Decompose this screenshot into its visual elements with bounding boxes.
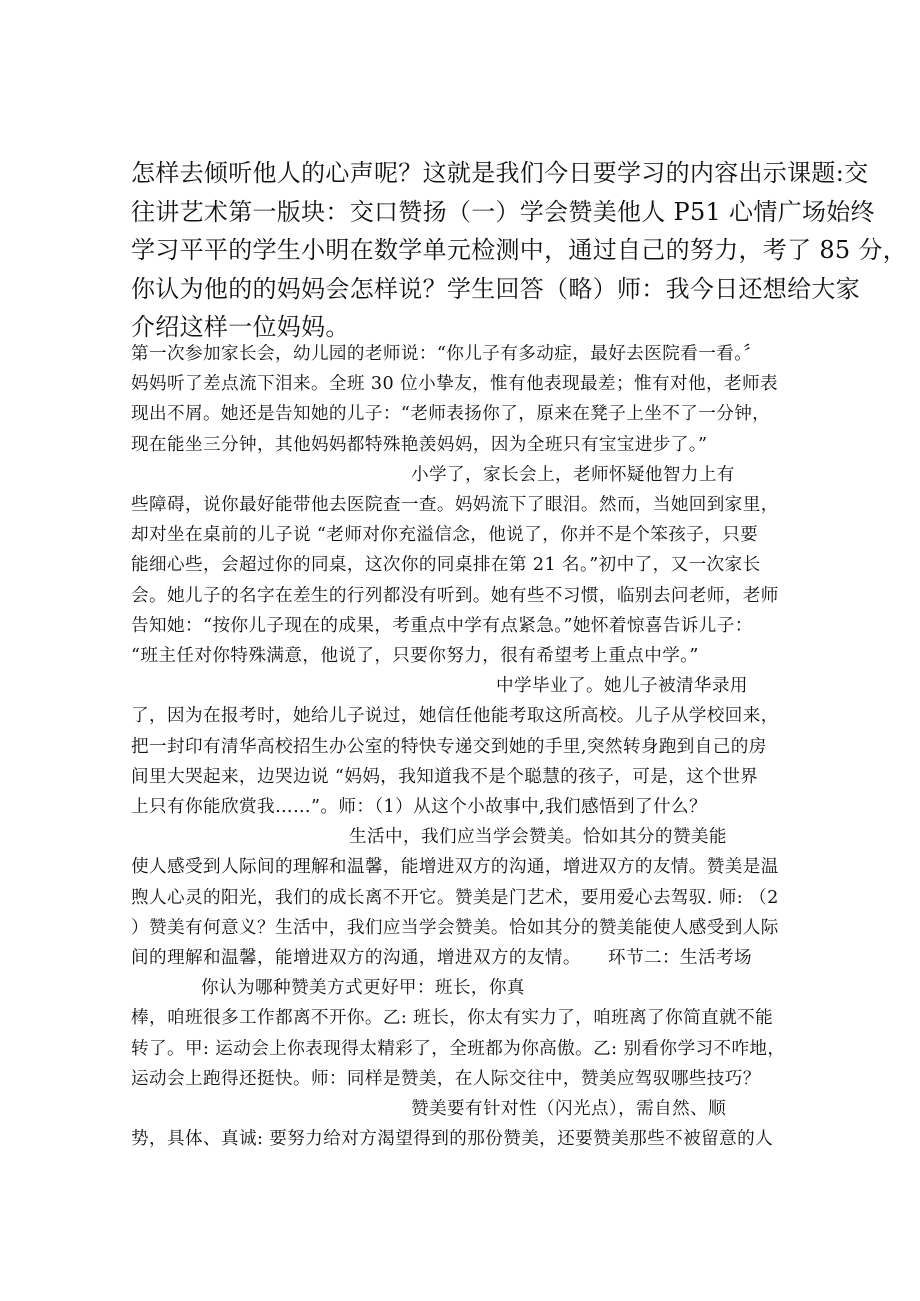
body-line: 势，具体、真诚: 要努力给对方渴望得到的那份赞美，还要赞美那些不被留意的人 (131, 1129, 774, 1150)
body-line: 中学毕业了。她儿子被清华录用 (496, 676, 748, 697)
intro-paragraph (131, 154, 907, 347)
body-line: 煦人心灵的阳光，我们的成长离不开它。赞美是门艺术，要用爱心去驾驭. 师: （2 (131, 887, 779, 908)
body-line: 把一封印有清华高校招生办公室的特快专递交到她的手里,突然转身跑到自己的房 (131, 736, 767, 757)
body-line: “班主任对你特殊满意，他说了，只要你努力，很有希望考上重点中学。” (131, 646, 699, 667)
body-line: 生活中，我们应当学会赞美。恰如其分的赞美能 (349, 827, 727, 848)
story-body (131, 339, 803, 1154)
body-line: 使人感受到人际间的理解和温馨，能增进双方的沟通，增进双方的友情。赞美是温 (131, 857, 779, 878)
body-line: 小学了，家长会上，老师怀疑他智力上有 (411, 464, 735, 485)
body-line: 间的理解和温馨，能增进双方的沟通，增进双方的友情。 环节二：生活考场 (131, 948, 752, 969)
body-line: 会。她儿子的名字在差生的行列都没有听到。她有些不习惯，临别去问老师，老师 (131, 585, 779, 606)
body-line: 却对坐在桌前的儿子说 “老师对你充溢信念，他说了，你并不是个笨孩子，只要 (131, 525, 759, 546)
body-line: 些障碍，说你最好能带他去医院查一查。妈妈流下了眼泪。然而，当她回到家里， (131, 495, 779, 516)
intro-line: 怎样去倾听他人的心声呢？这就是我们今日要学习的内容出示课题:交 (131, 159, 869, 187)
body-line: 能细心些，会超过你的同桌，这次你的同桌排在第 21 名。”初中了，又一次家长 (131, 555, 761, 576)
body-line: 赞美要有针对性（闪光点），需自然、顺 (411, 1099, 727, 1120)
body-line: 上只有你能欣赏我……”。师：（1）从这个小故事中,我们感悟到了什么？ (131, 797, 707, 818)
body-line: 了，因为在报考时，她给儿子说过，她信任他能考取这所高校。儿子从学校回来， (131, 706, 779, 727)
body-line: 现出不屑。她还是告知她的儿子：“老师表扬你了，原来在凳子上坐不了一分钟， (131, 404, 771, 425)
body-line: ）赞美有何意义？生活中，我们应当学会赞美。恰如其分的赞美能使人感受到人际 (131, 917, 779, 938)
intro-line: 你认为他的的妈妈会怎样说？学生回答（略）师：我今日还想给大家 (131, 274, 860, 303)
body-line: 棒，咱班很多工作都离不开你。乙: 班长，你太有实力了，咱班离了你简直就不能 (131, 1008, 774, 1029)
body-line: 转了。甲: 运动会上你表现得太精彩了，全班都为你高傲。乙: 别看你学习不咋地， (131, 1038, 786, 1059)
body-line: 你认为哪种赞美方式更好甲：班长，你真 (201, 978, 525, 999)
intro-line: 往讲艺术第一版块：交口赞扬（一）学会赞美他人 P51 心情广场始终 (131, 197, 875, 226)
body-line: 运动会上跑得还挺快。师：同样是赞美，在人际交往中，赞美应驾驭哪些技巧？ (131, 1068, 761, 1089)
intro-line: 学习平平的学生小明在数学单元检测中，通过自己的努力，考了 85 分， (131, 236, 907, 264)
body-line: 妈妈听了差点流下泪来。全班 30 位小挚友，惟有他表现最差；惟有对他，老师表 (131, 374, 778, 395)
body-line: 第一次参加家长会，幼儿园的老师说：“你儿子有多动症，最好去医院看一看。〞 (131, 344, 762, 364)
intro-line: 介绍这样一位妈妈。 (131, 313, 350, 341)
body-line: 告知她：“按你儿子现在的成果，考重点中学有点紧急。”她怀着惊喜告诉儿子： (131, 615, 753, 636)
body-line: 间里大哭起来，边哭边说 “妈妈，我知道我不是个聪慧的孩子，可是，这个世界 (131, 766, 759, 787)
body-line: 现在能坐三分钟，其他妈妈都特殊艳羡妈妈，因为全班只有宝宝进步了。” (131, 434, 708, 455)
